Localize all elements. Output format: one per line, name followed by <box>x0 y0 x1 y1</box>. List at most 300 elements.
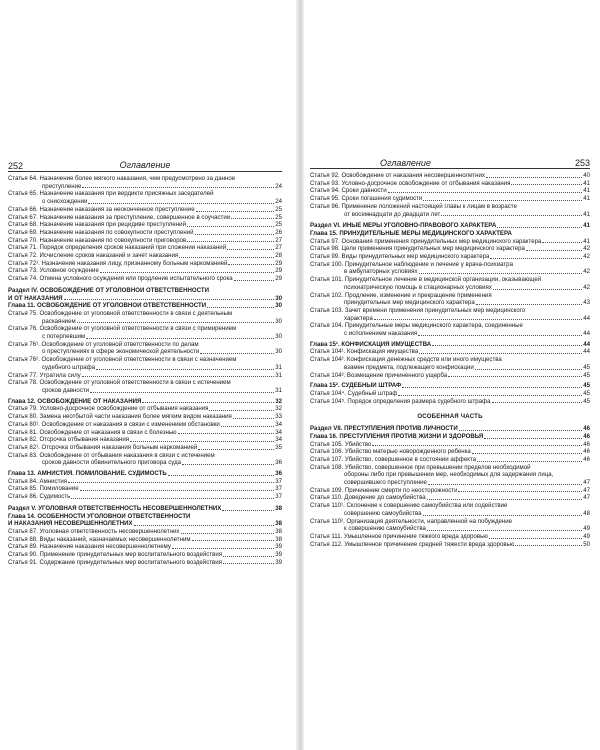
dot-leader <box>168 475 275 476</box>
dot-leader <box>441 215 582 216</box>
toc-page-number: 38 <box>275 535 282 543</box>
dot-leader <box>96 369 274 370</box>
toc-article-entry <box>8 310 282 325</box>
toc-page-number: 34 <box>275 428 282 436</box>
toc-article-entry <box>8 356 282 371</box>
toc-page-number: 39 <box>275 558 282 566</box>
toc-entry-text: Статья 68. Назначение наказания при рецидиве преступлений <box>8 221 186 229</box>
toc-entry-text: Статья 105. Убийство <box>310 440 372 448</box>
dot-leader <box>195 234 275 235</box>
dot-leader <box>221 426 274 427</box>
toc-page-number: 47 <box>583 479 590 487</box>
toc-entry-text: Статья 88. Виды наказаний, назначаемых несовершеннолетним <box>8 535 191 543</box>
dot-leader <box>86 338 274 339</box>
dot-leader <box>227 249 274 250</box>
toc-article-entry <box>8 206 282 214</box>
dot-leader <box>428 484 582 485</box>
toc-article-entry <box>8 252 282 260</box>
dot-leader <box>472 453 582 454</box>
toc-article-entry <box>8 237 282 245</box>
toc-article-entry <box>8 275 282 283</box>
toc-page-number: 45 <box>583 389 590 397</box>
toc-entry-text: Глава 15. ПРИНУДИТЕЛЬНЫЕ МЕРЫ МЕДИЦИНСКОГО ХАРАКТЕРА <box>310 229 512 237</box>
toc-page-number: 42 <box>583 253 590 261</box>
dot-leader <box>209 410 274 411</box>
toc-entry-text: Статья 106. Убийство матерью новорожденного ребенка <box>310 448 471 456</box>
toc-entry-text: Глава 15¹. КОНФИСКАЦИЯ ИМУЩЕСТВА <box>310 340 432 348</box>
toc-section-entry <box>310 425 590 433</box>
toc-article-entry <box>310 372 590 380</box>
toc-entry-text: о снисхождении <box>42 198 88 206</box>
toc-page-number: 24 <box>275 182 282 190</box>
toc-page-number: 39 <box>275 551 282 559</box>
toc-article-entry <box>310 494 590 502</box>
dot-leader <box>484 438 582 439</box>
toc-entry-text: Статья 103. Зачет времени применения принудительных мер медицинского <box>310 306 526 314</box>
right-page <box>304 0 600 750</box>
toc-article-entry <box>310 172 590 180</box>
toc-page-number: 45 <box>583 382 590 390</box>
toc-entry-text: взамен предмета, подлежащего конфискации <box>344 363 474 371</box>
toc-entry-text: Глава 16. ПРЕСТУПЛЕНИЯ ПРОТИВ ЖИЗНИ И ЗДОРОВЬЯ <box>310 432 484 440</box>
toc-article-entry <box>8 413 282 421</box>
toc-entry-text: Статья 84. Амнистия <box>8 477 68 485</box>
toc-entry-text: Статья 104⁵. Порядок определения размера судебного штрафа <box>310 397 491 405</box>
toc-entry-text: Статья 78. Освобождение от уголовной ответственности в связи с истечением <box>8 379 231 387</box>
toc-article-entry <box>8 551 282 559</box>
toc-chapter-entry <box>310 433 590 441</box>
toc-article-entry <box>310 195 590 203</box>
part-heading: ОСОБЕННАЯ ЧАСТЬ <box>417 413 483 421</box>
toc-entry-text: о преступлениях в сфере экономической деятельности <box>42 348 200 356</box>
toc-article-entry <box>310 238 590 246</box>
toc-entry-text: Статья 102. Продление, изменение и прекращение применения <box>310 291 492 299</box>
toc-article-entry <box>8 536 282 544</box>
toc-article-entry <box>8 229 282 237</box>
page-header <box>310 152 590 169</box>
toc-article-entry <box>8 559 282 567</box>
dot-leader <box>398 395 582 396</box>
toc-entry-text: Статья 110¹. Склонение к совершению самоубийства или содействие <box>310 502 508 510</box>
toc-entry-text: Статья 80¹. Освобождение от наказания в связи с изменением обстановки <box>8 420 220 428</box>
toc-page-number: 30 <box>275 317 282 325</box>
dot-leader <box>207 307 274 308</box>
toc-entry-text: совершившего преступление <box>344 479 427 487</box>
toc-entry-text: Статья 100. Принудительное наблюдение и лечение у врача-психиатра <box>310 260 513 268</box>
toc-article-entry <box>8 436 282 444</box>
toc-page-number: 41 <box>583 187 590 195</box>
toc-page-number: 41 <box>583 179 590 187</box>
toc-page-number: 38 <box>275 527 282 535</box>
toc-page-number: 41 <box>583 195 590 203</box>
toc-entry-text: Статья 98. Цели применения принудительных мер медицинского характера <box>310 245 525 253</box>
dot-leader <box>228 264 274 265</box>
dot-leader <box>200 353 274 354</box>
toc-entry-text: совершению самоубийства <box>344 509 422 517</box>
dot-leader <box>182 464 274 465</box>
toc-page-number: 47 <box>583 494 590 502</box>
toc-entry-text: Статья 72¹. Назначение наказания лицу, признанному больным наркоманией <box>8 259 228 267</box>
dot-leader <box>526 250 582 251</box>
toc-page-number: 29 <box>275 259 282 267</box>
toc-article-entry <box>310 464 590 487</box>
toc-entry-text: Раздел VII. ПРЕСТУПЛЕНИЯ ПРОТИВ ЛИЧНОСТИ <box>310 425 458 433</box>
toc-article-entry <box>310 456 590 464</box>
dot-leader <box>90 392 274 393</box>
toc-article-entry <box>8 478 282 486</box>
toc-article-entry <box>310 187 590 195</box>
dot-leader <box>234 280 275 281</box>
toc-page-number: 45 <box>583 397 590 405</box>
toc-entry-text: Статья 87. Уголовная ответственность несовершеннолетних <box>8 527 180 535</box>
toc-page-number: 42 <box>583 268 590 276</box>
toc-page-number: 25 <box>275 213 282 221</box>
running-title: Оглавление <box>380 158 431 168</box>
toc-article-entry <box>8 341 282 356</box>
toc-chapter-entry <box>8 513 282 528</box>
dot-leader <box>142 402 274 403</box>
toc-page-number: 45 <box>583 363 590 371</box>
toc-article-entry <box>8 405 282 413</box>
toc-article-entry <box>8 244 282 252</box>
dot-leader <box>388 192 583 193</box>
toc-chapter-entry <box>310 341 590 349</box>
dot-leader <box>511 184 582 185</box>
toc-page-number: 27 <box>275 244 282 252</box>
toc-article-entry <box>310 322 590 337</box>
toc-page-number: 46 <box>583 440 590 448</box>
toc-entry-text: Статья 86. Судимость <box>8 493 71 501</box>
toc-entry-text: Раздел IV. ОСВОБОЖДЕНИЕ ОТ УГОЛОВНОЙ ОТВЕТСТВЕННОСТИ <box>8 286 210 294</box>
toc-page-number: 24 <box>275 198 282 206</box>
toc-entry-text: И ОТ НАКАЗАНИЯ <box>8 294 63 302</box>
toc-entry-text: Статья 104¹. Конфискация имущества <box>310 348 419 356</box>
toc-entry-text: Статья 108. Убийство, совершенное при превышении пределов необходимой <box>310 463 531 471</box>
toc-article-entry <box>310 518 590 533</box>
dot-leader <box>427 530 582 531</box>
toc-article-entry <box>310 448 590 456</box>
toc-page-number: 42 <box>583 245 590 253</box>
toc-entry-text: Статья 69. Назначение наказания по совокупности преступлений <box>8 228 194 236</box>
toc-article-entry <box>310 441 590 449</box>
toc-page-number: 43 <box>583 299 590 307</box>
toc-page-number: 40 <box>583 172 590 179</box>
toc-article-entry <box>8 267 282 275</box>
page-number: 253 <box>574 158 590 168</box>
dot-leader <box>458 491 582 492</box>
toc-page-number: 50 <box>583 540 590 548</box>
toc-article-entry <box>8 175 282 190</box>
toc-article-entry <box>8 528 282 536</box>
toc-entry-text: Статья 92. Освобождение от наказания несовершеннолетних <box>310 172 485 179</box>
toc-page-number: 46 <box>583 432 590 440</box>
toc-page-number: 31 <box>275 386 282 394</box>
toc-page-number: 44 <box>583 340 590 348</box>
toc-page-number: 26 <box>275 228 282 236</box>
toc-page-number: 48 <box>583 509 590 517</box>
toc-page-number: 28 <box>275 252 282 260</box>
toc-page-number: 34 <box>275 420 282 428</box>
dot-leader <box>82 376 275 377</box>
dot-leader <box>82 187 274 188</box>
toc-entry-text: Статья 70. Назначение наказания по совокупности приговоров <box>8 236 187 244</box>
toc-article-entry <box>8 421 282 429</box>
toc-page-number: 25 <box>275 205 282 213</box>
toc-page-number: 41 <box>583 222 590 230</box>
toc-entry-text: Статья 71. Порядок определения сроков наказаний при сложении наказаний <box>8 244 227 252</box>
toc-entry-text: Глава 11. ОСВОБОЖДЕНИЕ ОТ УГОЛОВНОЙ ОТВЕТСТВЕННОСТИ <box>8 302 207 310</box>
toc-article-entry <box>310 502 590 517</box>
dot-leader <box>130 441 274 442</box>
toc-entry-text: Статья 82. Отсрочка отбывания наказания <box>8 436 130 444</box>
toc-article-entry <box>310 292 590 307</box>
toc-entry-text: Статья 65. Назначение наказания при вердикте присяжных заседателей <box>8 190 214 198</box>
toc-page-number: 31 <box>275 371 282 379</box>
toc-chapter-entry <box>8 398 282 406</box>
toc-page-number: 30 <box>275 302 282 310</box>
dot-leader <box>402 387 582 388</box>
toc-page-number: 38 <box>275 520 282 528</box>
dot-leader <box>223 556 274 557</box>
toc-entry-text: Статья 96. Применение положений настоящей главы к лицам в возрасте <box>310 202 517 210</box>
toc-entry-text: Статья 110. Доведение до самоубийства <box>310 494 426 502</box>
dot-leader <box>423 515 583 516</box>
toc-entry-text: И НАКАЗАНИЯ НЕСОВЕРШЕННОЛЕТНИХ <box>8 520 133 528</box>
toc-entry-text: с потерпевшим <box>42 333 86 341</box>
toc-entry-text: Глава 13. АМНИСТИЯ. ПОМИЛОВАНИЕ. СУДИМОСТЬ <box>8 470 167 478</box>
toc-page-number: 38 <box>275 504 282 512</box>
toc-entry-text: Глава 12. ОСВОБОЖДЕНИЕ ОТ НАКАЗАНИЯ <box>8 397 142 405</box>
toc-entry-text: раскаянием <box>42 317 76 325</box>
dot-leader <box>497 227 582 228</box>
dot-leader <box>459 430 583 431</box>
toc-entry-text: Статья 76². Освобождение от уголовной ответственности в связи с назначением <box>8 356 237 364</box>
dot-leader <box>427 499 583 500</box>
toc-page-number: 31 <box>275 363 282 371</box>
toc-entry-text: Статья 85. Помилование <box>8 485 79 493</box>
toc-page-number: 35 <box>275 443 282 451</box>
toc-entry-text: принудительных мер медицинского характера <box>344 299 475 307</box>
dot-leader <box>178 433 275 434</box>
toc-page-number: 30 <box>275 348 282 356</box>
toc-article-entry <box>310 533 590 541</box>
dot-leader <box>71 498 274 499</box>
dot-leader <box>486 177 582 178</box>
toc-entry-text: Статья 104⁴. Судебный штраф <box>310 389 398 397</box>
toc-entry-text: сроков давности обвинительного приговора суда <box>42 459 182 467</box>
dot-leader <box>181 533 275 534</box>
page-header <box>8 155 282 172</box>
dot-leader <box>476 304 582 305</box>
toc-entry-text: Статья 89. Назначение наказания несовершеннолетнему <box>8 543 171 551</box>
toc-page-number: 34 <box>275 436 282 444</box>
toc-chapter-entry <box>8 302 282 310</box>
toc-entry-text: Статья 111. Умышленное причинение тяжкого вреда здоровью <box>310 532 488 540</box>
dot-leader <box>88 203 274 204</box>
dot-leader <box>542 242 582 243</box>
toc-entry-text: от восемнадцати до двадцати лет <box>344 210 441 218</box>
dot-leader <box>187 241 274 242</box>
toc-list <box>8 175 282 566</box>
toc-entry-text: Раздел V. УГОЛОВНАЯ ОТВЕТСТВЕННОСТЬ НЕСОВЕРШЕННОЛЕТНИХ <box>8 504 222 512</box>
toc-page-number: 44 <box>583 348 590 356</box>
toc-article-entry <box>8 493 282 501</box>
dot-leader <box>68 482 274 483</box>
toc-article-entry <box>8 379 282 394</box>
toc-entry-text: Статья 77. Утратила силу <box>8 371 81 379</box>
toc-article-entry <box>310 245 590 253</box>
dot-leader <box>77 322 275 323</box>
toc-entry-text: к совершению самоубийства <box>344 525 426 533</box>
toc-section-entry <box>8 505 282 513</box>
toc-article-entry <box>310 487 590 495</box>
toc-chapter-entry <box>8 470 282 478</box>
dot-leader <box>222 510 274 511</box>
toc-article-entry <box>310 203 590 218</box>
toc-page-number: 49 <box>583 525 590 533</box>
dot-leader <box>187 226 274 227</box>
toc-page-number: 46 <box>583 455 590 463</box>
toc-page-number: 29 <box>275 275 282 283</box>
toc-entry-text: судебного штрафа <box>42 363 96 371</box>
toc-entry-text: Статья 67. Назначение наказания за преступление, совершенное в соучастии <box>8 213 231 221</box>
toc-entry-text: в амбулаторных условиях <box>344 268 418 276</box>
toc-page-number: 36 <box>275 459 282 467</box>
toc-article-entry <box>310 390 590 398</box>
toc-page-number: 41 <box>583 237 590 245</box>
dot-leader <box>372 445 582 446</box>
dot-leader <box>493 289 582 290</box>
dot-leader <box>179 257 274 258</box>
dot-leader <box>64 299 275 300</box>
toc-entry-text: Статья 91. Содержание принудительных мер воспитательного воздействия <box>8 558 222 566</box>
toc-entry-text: Статья 97. Основания применения принудительных мер медицинского характера <box>310 237 542 245</box>
toc-entry-text: Статья 73. Условное осуждение <box>8 267 99 275</box>
toc-article-entry <box>310 253 590 261</box>
toc-article-entry <box>8 214 282 222</box>
toc-page-number: 44 <box>583 314 590 322</box>
toc-article-entry <box>8 260 282 268</box>
toc-entry-text: Статья 112. Умышленное причинение средней тяжести вреда здоровью <box>310 540 515 548</box>
toc-entry-text: Статья 75. Освобождение от уголовной ответственности в связи с деятельным <box>8 309 233 317</box>
toc-entry-text: Статья 104³. Возмещение причиненного ущерба <box>310 371 448 379</box>
dot-leader <box>196 211 275 212</box>
toc-article-entry <box>310 276 590 291</box>
toc-list <box>310 172 590 548</box>
toc-article-entry <box>8 543 282 551</box>
toc-entry-text: Статья 81. Освобождение от наказания в связи с болезнью <box>8 428 177 436</box>
toc-article-entry <box>8 485 282 493</box>
dot-leader <box>172 548 274 549</box>
toc-chapter-entry <box>310 382 590 390</box>
dot-leader <box>223 563 274 564</box>
toc-page-number: 36 <box>275 470 282 478</box>
toc-article-entry <box>310 307 590 322</box>
toc-page-number: 49 <box>583 532 590 540</box>
toc-entry-text: Статья 95. Сроки погашения судимости <box>310 195 423 203</box>
toc-page-number: 30 <box>275 333 282 341</box>
toc-entry-text: Статья 83. Освобождение от отбывания наказания в связи с истечением <box>8 451 215 459</box>
toc-page-number: 32 <box>275 397 282 405</box>
toc-page-number: 32 <box>275 405 282 413</box>
running-title: Оглавление <box>119 160 171 170</box>
book-gutter <box>296 0 304 750</box>
dot-leader <box>477 461 582 462</box>
dot-leader <box>192 540 275 541</box>
toc-entry-text: Статья 66. Назначение наказания за неоконченное преступление <box>8 205 195 213</box>
toc-article-entry <box>310 180 590 188</box>
page-number: 252 <box>8 161 24 171</box>
toc-entry-text: Статья 79. Условно-досрочное освобождение от отбывания наказания <box>8 405 209 413</box>
toc-entry-text: Статья 104. Принудительные меры медицинского характера, соединенные <box>310 322 523 330</box>
toc-entry-text: Статья 104². Конфискация денежных средств или иного имущества <box>310 356 502 364</box>
toc-article-entry <box>8 190 282 205</box>
toc-page-number: 30 <box>275 294 282 302</box>
toc-entry-text: Статья 90. Применение принудительных мер воспитательного воздействия <box>8 551 223 559</box>
toc-page-number: 33 <box>275 413 282 421</box>
toc-entry-text: Раздел VI. ИНЫЕ МЕРЫ УГОЛОВНО-ПРАВОВОГО ХАРАКТЕРА <box>310 222 497 230</box>
dot-leader <box>231 218 274 219</box>
dot-leader <box>419 273 583 274</box>
toc-page-number: 25 <box>275 221 282 229</box>
dot-leader <box>80 490 275 491</box>
toc-entry-text: характера <box>344 314 373 322</box>
toc-entry-text: Статья 99. Виды принудительных мер медицинского характера <box>310 253 490 261</box>
toc-page-number: 45 <box>583 371 590 379</box>
dot-leader <box>198 449 274 450</box>
toc-entry-text: Статья 93. Условно-досрочное освобождение от отбывания наказания <box>310 179 511 187</box>
dot-leader <box>492 402 583 403</box>
toc-page-number: 27 <box>275 236 282 244</box>
toc-entry-text: Глава 14. ОСОБЕННОСТИ УГОЛОВНОЙ ОТВЕТСТВЕННОСТИ <box>8 512 191 520</box>
dot-leader <box>419 353 582 354</box>
toc-entry-text: Статья 76¹. Освобождение от уголовной ответственности по делам <box>8 340 199 348</box>
toc-article-entry <box>8 325 282 340</box>
dot-leader <box>423 200 582 201</box>
toc-entry-text: Статья 107. Убийство, совершенное в состоянии аффекта <box>310 455 477 463</box>
dot-leader <box>432 345 582 346</box>
toc-article-entry <box>310 541 590 549</box>
toc-entry-text: Статья 110². Организация деятельности, направленной на побуждение <box>310 517 513 525</box>
toc-page-number: 41 <box>583 210 590 218</box>
toc-entry-text: Статья 80. Замена неотбытой части наказания более мягким видом наказания <box>8 413 232 421</box>
toc-page-number: 44 <box>583 330 590 338</box>
toc-article-entry <box>310 348 590 356</box>
toc-entry-text: Статья 101. Принудительное лечение в медицинской организации, оказывающей <box>310 276 542 284</box>
dot-leader <box>233 418 274 419</box>
toc-entry-text: Статья 82¹. Отсрочка отбывания наказания больным наркоманией <box>8 443 198 451</box>
dot-leader <box>515 545 582 546</box>
dot-leader <box>134 525 275 526</box>
toc-article-entry <box>310 356 590 371</box>
toc-entry-text: Статья 94. Сроки давности <box>310 187 387 195</box>
toc-entry-text: преступление <box>42 182 82 190</box>
left-page <box>0 0 296 750</box>
toc-entry-text: обороны либо при превышении мер, необходимых для задержания лица, <box>344 471 554 479</box>
toc-entry-text: сроков давности <box>42 386 90 394</box>
dot-leader <box>448 376 582 377</box>
toc-entry-text: Статья 64. Назначение более мягкого наказания, чем предусмотрено за данное <box>8 175 236 182</box>
toc-page-number: 39 <box>275 543 282 551</box>
toc-entry-text: Статья 76. Освобождение от уголовной ответственности в связи с примирением <box>8 325 237 333</box>
toc-page-number: 37 <box>275 485 282 493</box>
toc-article-entry <box>8 444 282 452</box>
toc-article-entry <box>8 372 282 380</box>
toc-entry-text: с исполнением наказания <box>344 330 418 338</box>
dot-leader <box>418 335 582 336</box>
toc-page-number: 46 <box>583 425 590 433</box>
toc-chapter-entry <box>310 230 590 238</box>
